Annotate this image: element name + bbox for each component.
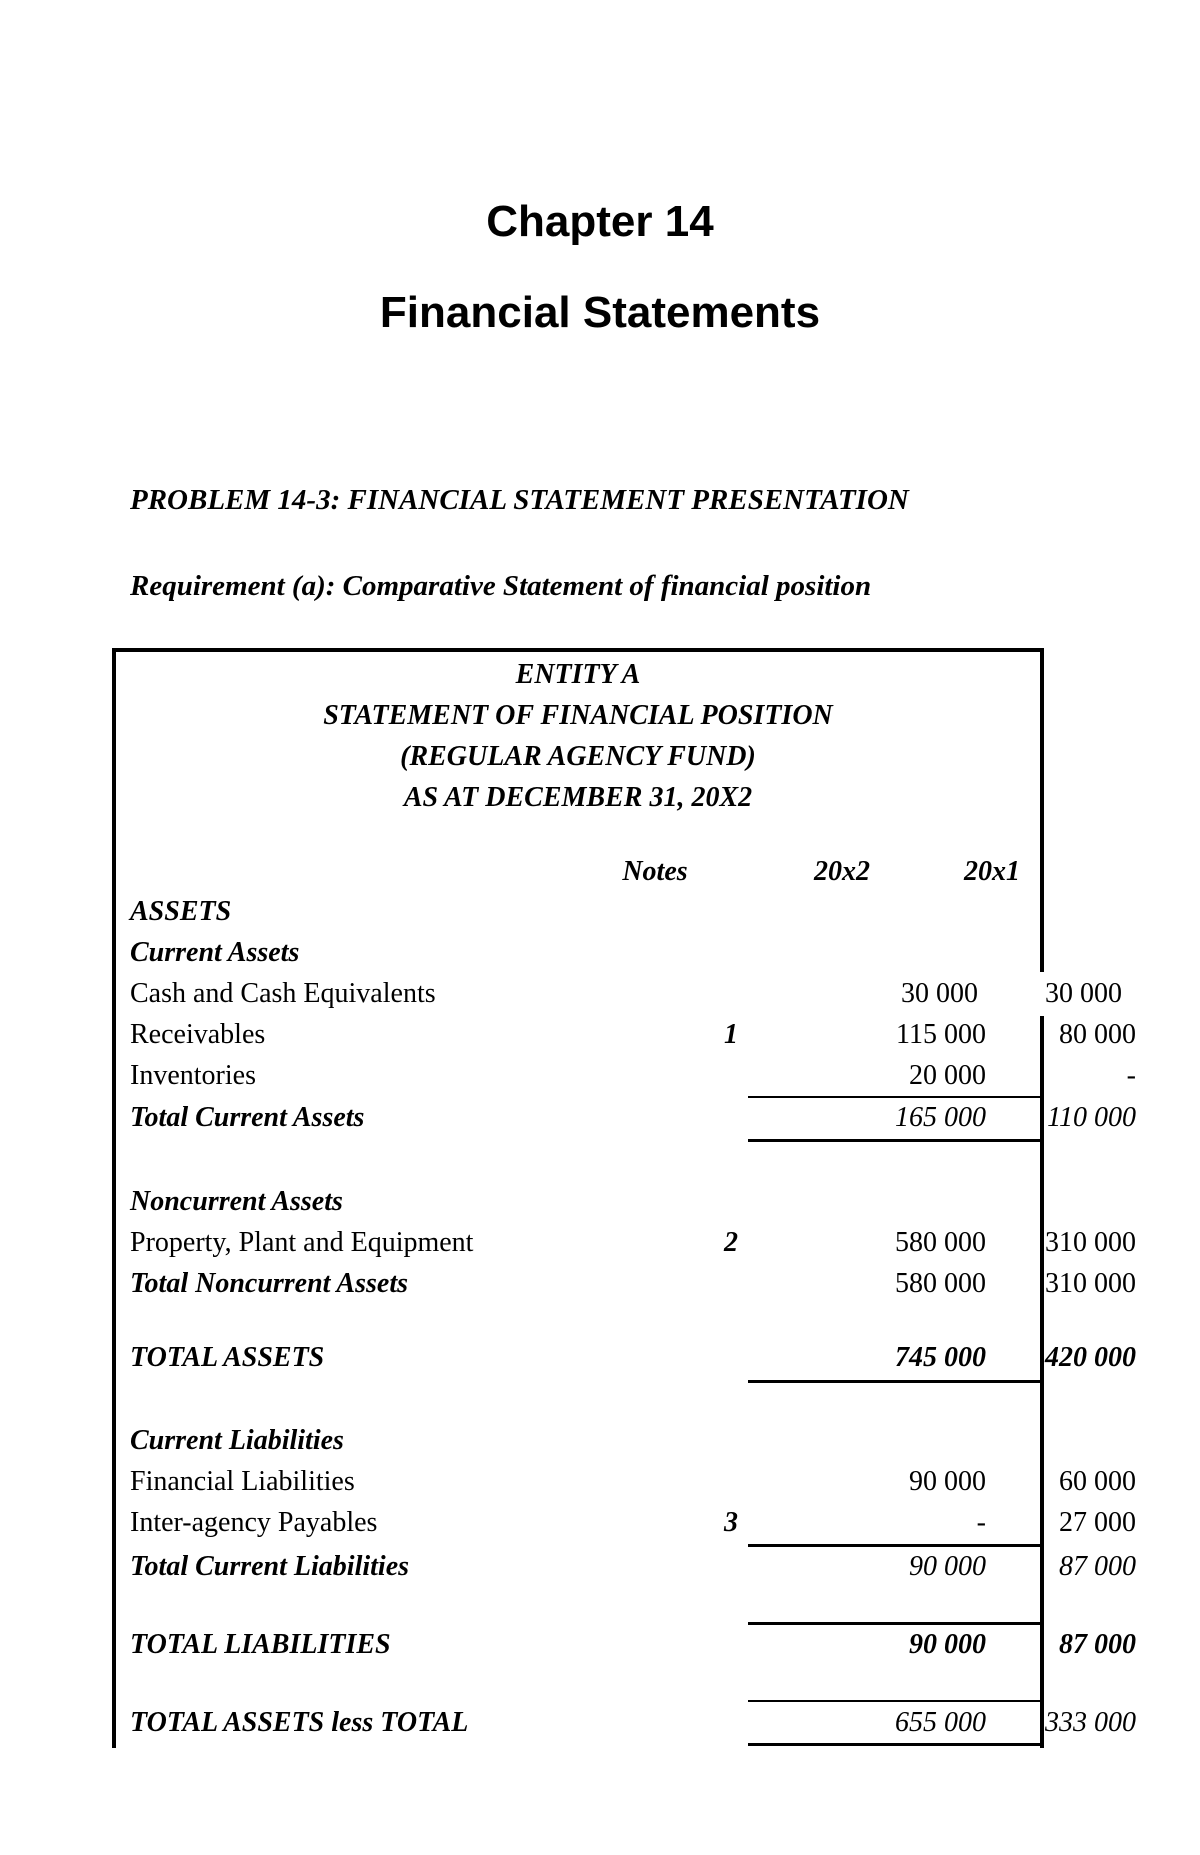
problem-heading: PROBLEM 14-3: FINANCIAL STATEMENT PRESENTATION bbox=[130, 484, 909, 516]
column-header-20x2: 20x2 bbox=[814, 856, 870, 887]
table-row bbox=[116, 1057, 1136, 1095]
row-label: Current Liabilities bbox=[130, 1425, 344, 1456]
table-row bbox=[116, 893, 1040, 931]
box-border-right bbox=[1040, 648, 1044, 972]
row-label: Noncurrent Assets bbox=[130, 1186, 343, 1217]
table-row bbox=[116, 1016, 1136, 1054]
value-20x1: 80 000 bbox=[1059, 1019, 1136, 1050]
table-row bbox=[116, 1183, 1040, 1221]
row-label: Receivables bbox=[130, 1019, 266, 1050]
table-row bbox=[116, 1704, 1136, 1742]
table-row bbox=[116, 1099, 1136, 1137]
column-header-notes: Notes bbox=[622, 856, 688, 887]
value-20x1: 310 000 bbox=[1045, 1268, 1136, 1299]
table-row bbox=[116, 1422, 1040, 1460]
value-20x2: 655 000 bbox=[895, 1707, 986, 1738]
note-ref: 1 bbox=[724, 1019, 738, 1050]
table-row bbox=[116, 1339, 1136, 1377]
requirement-heading: Requirement (a): Comparative Statement of financial position bbox=[130, 570, 872, 602]
table-row bbox=[116, 1548, 1136, 1586]
subtotal-rule bbox=[748, 1544, 1040, 1547]
table-row bbox=[116, 934, 1040, 972]
row-label: TOTAL ASSETS bbox=[130, 1342, 325, 1373]
row-label: Cash and Cash Equivalents bbox=[130, 978, 436, 1009]
value-20x1: 87 000 bbox=[1059, 1629, 1136, 1660]
row-label: Property, Plant and Equipment bbox=[130, 1227, 474, 1258]
value-20x2: 20 000 bbox=[909, 1060, 986, 1091]
value-20x1: 420 000 bbox=[1045, 1342, 1136, 1373]
table-row bbox=[116, 1265, 1136, 1303]
chapter-subtitle: Financial Statements bbox=[379, 288, 821, 337]
value-20x2: 90 000 bbox=[909, 1551, 986, 1582]
statement-fund: (REGULAR AGENCY FUND) bbox=[400, 741, 756, 772]
total-rule bbox=[748, 1139, 1040, 1142]
value-20x1: 110 000 bbox=[1047, 1102, 1136, 1133]
statement-entity: ENTITY A bbox=[515, 659, 641, 690]
value-20x1: 333 000 bbox=[1045, 1707, 1136, 1738]
value-20x2: 90 000 bbox=[909, 1466, 986, 1497]
value-20x2: - bbox=[976, 1507, 986, 1538]
value-20x2: 30 000 bbox=[901, 978, 978, 1009]
row-label: Total Current Assets bbox=[130, 1102, 365, 1133]
value-20x2: 745 000 bbox=[895, 1342, 986, 1373]
value-20x1: 30 000 bbox=[1045, 978, 1122, 1009]
row-label: Financial Liabilities bbox=[130, 1466, 355, 1497]
box-border-top bbox=[112, 648, 1044, 652]
subtotal-rule bbox=[748, 1096, 1040, 1098]
row-label: Total Noncurrent Assets bbox=[130, 1268, 408, 1299]
value-20x2: 165 000 bbox=[895, 1102, 986, 1133]
total-rule bbox=[748, 1380, 1040, 1383]
value-20x1: - bbox=[1126, 1060, 1136, 1091]
statement-name: STATEMENT OF FINANCIAL POSITION bbox=[323, 700, 833, 731]
table-row bbox=[116, 1463, 1136, 1501]
total-rule bbox=[748, 1622, 1040, 1625]
table-row bbox=[116, 1224, 1136, 1262]
row-label: Current Assets bbox=[130, 937, 300, 968]
value-20x2: 90 000 bbox=[909, 1629, 986, 1660]
row-label: TOTAL ASSETS less TOTAL bbox=[130, 1707, 469, 1738]
row-label: TOTAL LIABILITIES bbox=[130, 1629, 391, 1660]
row-label: Inventories bbox=[130, 1060, 256, 1091]
table-row bbox=[116, 1626, 1136, 1664]
column-header-20x1: 20x1 bbox=[964, 856, 1020, 887]
total-rule bbox=[748, 1743, 1040, 1746]
value-20x1: 27 000 bbox=[1059, 1507, 1136, 1538]
row-label: ASSETS bbox=[130, 896, 232, 927]
chapter-title: Chapter 14 bbox=[486, 197, 714, 246]
value-20x1: 60 000 bbox=[1059, 1466, 1136, 1497]
table-row bbox=[116, 1504, 1136, 1542]
row-label: Inter-agency Payables bbox=[130, 1507, 378, 1538]
table-row bbox=[116, 975, 1122, 1013]
note-ref: 3 bbox=[724, 1507, 738, 1538]
value-20x2: 115 000 bbox=[896, 1019, 986, 1050]
value-20x1: 310 000 bbox=[1045, 1227, 1136, 1258]
value-20x2: 580 000 bbox=[895, 1227, 986, 1258]
value-20x1: 87 000 bbox=[1059, 1551, 1136, 1582]
value-20x2: 580 000 bbox=[895, 1268, 986, 1299]
note-ref: 2 bbox=[724, 1227, 738, 1258]
statement-date: AS AT DECEMBER 31, 20X2 bbox=[403, 782, 753, 813]
subtotal-rule bbox=[748, 1700, 1040, 1702]
row-label: Total Current Liabilities bbox=[130, 1551, 410, 1582]
